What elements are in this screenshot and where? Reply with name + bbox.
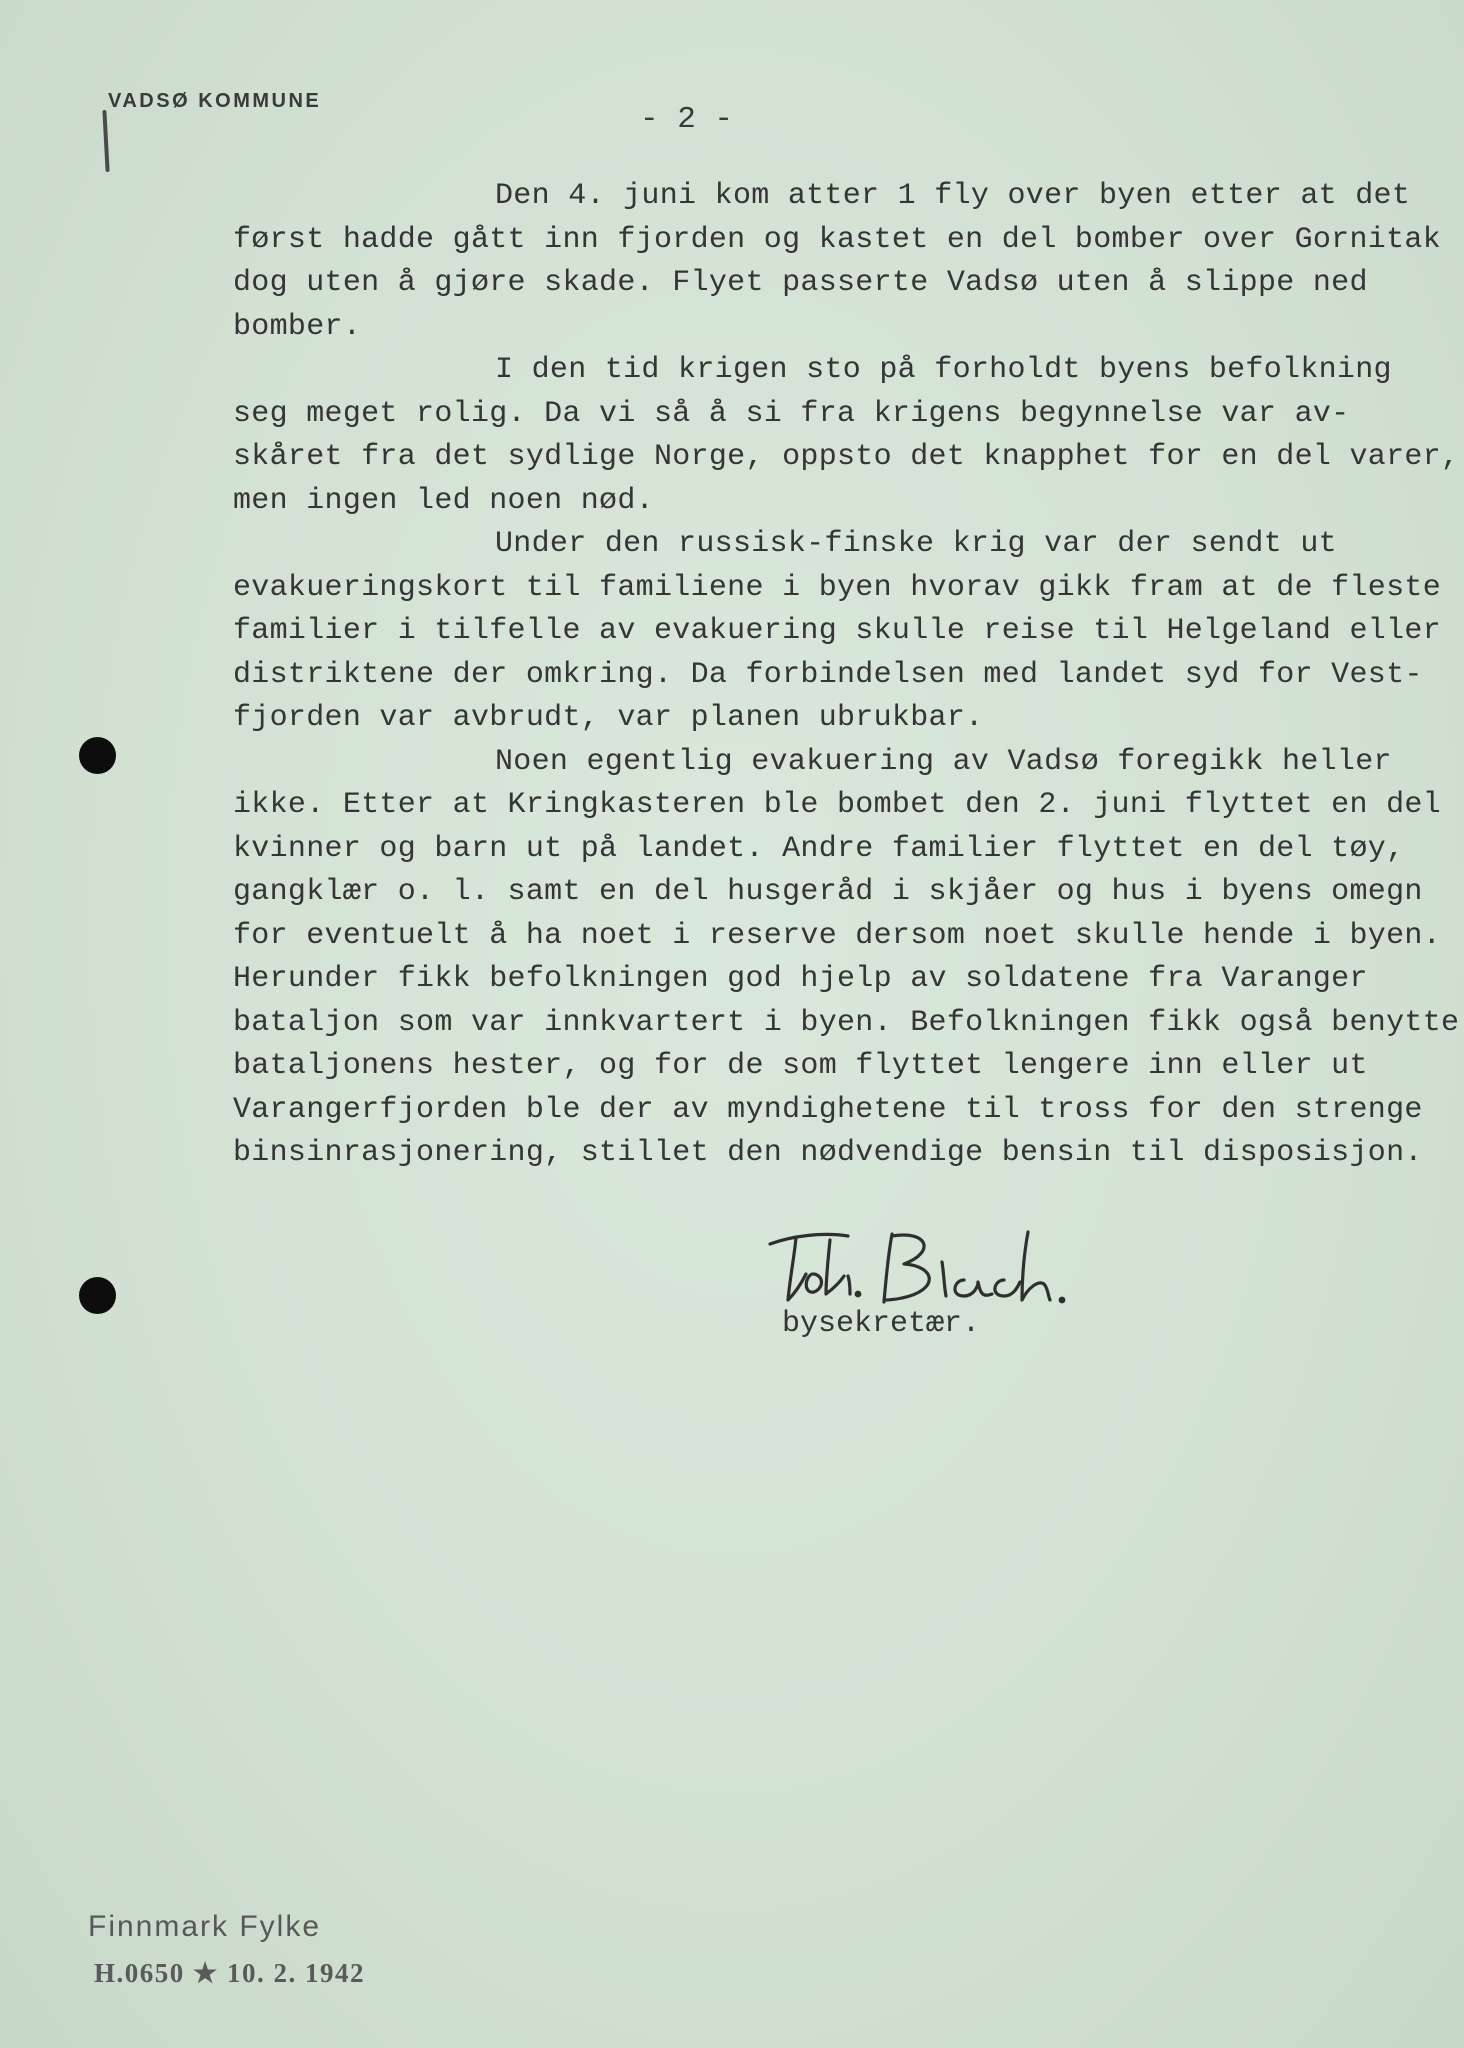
text-line: bataljon som var innkvartert i byen. Befolkningen fikk også benytte: [233, 1005, 1460, 1040]
letter-body: [233, 175, 1460, 1176]
text-line: bomber.: [233, 309, 362, 344]
pen-mark: [102, 110, 109, 172]
text-line: kvinner og barn ut på landet. Andre familier flyttet en del tøy,: [233, 831, 1405, 866]
text-line: først hadde gått inn fjorden og kastet en del bomber over Gornitak: [233, 222, 1441, 257]
text-line: men ingen led noen nød.: [233, 483, 654, 518]
archive-stamp-reference: H.0650 ★ 10. 2. 1942: [94, 1958, 365, 1988]
text-line: familier i tilfelle av evakuering skulle reise til Helgeland eller: [233, 614, 1441, 648]
text-line: distriktene der omkring. Da forbindelsen med landet syd for Vest-: [233, 657, 1423, 692]
text-line: fjorden var avbrudt, var planen ubrukbar.: [233, 701, 984, 735]
text-line: I den tid krigen sto på forholdt byens befolkning: [495, 353, 1392, 387]
archive-stamp-county: Finnmark Fylke: [88, 1910, 322, 1943]
text-line: Noen egentlig evakuering av Vadsø foregikk heller: [495, 744, 1392, 779]
punch-hole: [79, 737, 116, 774]
text-line: ikke. Etter at Kringkasteren ble bombet den 2. juni flyttet en del: [233, 788, 1441, 822]
signatory-title: bysekretær.: [782, 1307, 981, 1341]
punch-hole: [79, 1277, 116, 1314]
text-line: binsinrasjonering, stillet den nødvendige bensin til disposisjon.: [233, 1136, 1423, 1170]
text-line: seg meget rolig. Da vi så å si fra krigens begynnelse var av-: [233, 396, 1350, 431]
text-line: evakueringskort til familiene i byen hvorav gikk fram at de fleste: [233, 570, 1441, 605]
text-line: bataljonens hester, og for de som flyttet lengere inn eller ut: [233, 1049, 1368, 1083]
letterhead: VADSØ KOMMUNE: [108, 90, 322, 112]
text-line: skåret fra det sydlige Norge, oppsto det knapphet for en del varer,: [233, 440, 1460, 474]
text-line: Herunder fikk befolkningen god hjelp av soldatene fra Varanger: [233, 962, 1368, 996]
text-line: Varangerfjorden ble der av myndighetene til tross for den strenge: [233, 1092, 1423, 1127]
page-number: - 2 -: [640, 102, 734, 137]
text-line: for eventuelt å ha noet i reserve dersom noet skulle hende i byen.: [233, 918, 1441, 953]
text-line: Den 4. juni kom atter 1 fly over byen etter at det: [495, 179, 1411, 213]
text-line: gangklær o. l. samt en del husgeråd i skjåer og hus i byens omegn: [233, 875, 1423, 909]
text-line: Under den russisk-finske krig var der sendt ut: [495, 527, 1337, 561]
text-line: dog uten å gjøre skade. Flyet passerte Vadsø uten å slippe ned: [233, 266, 1368, 300]
